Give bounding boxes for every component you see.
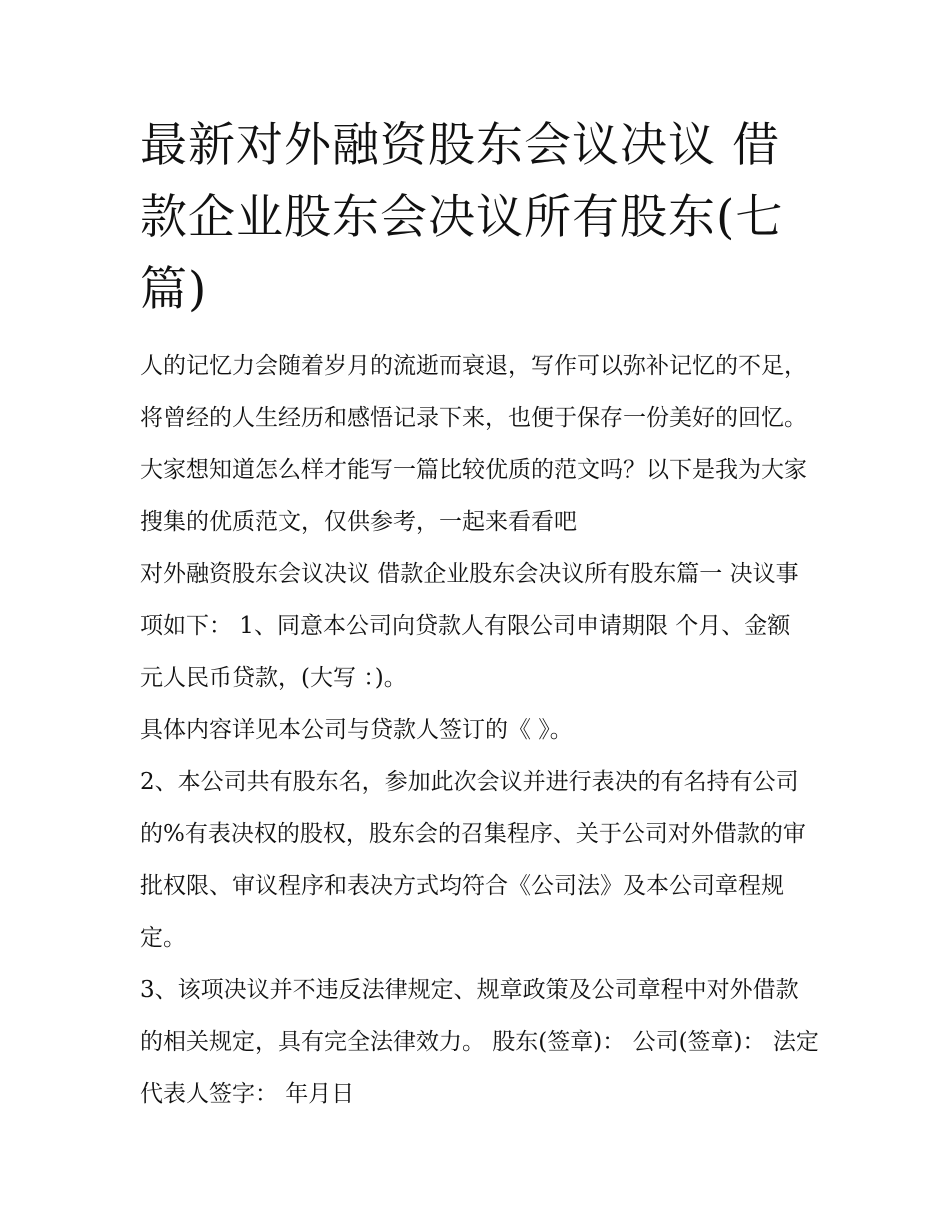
paragraph-resolution-item-3: 3、该项决议并不违反法律规定、规章政策及公司章程中对外借款的相关规定，具有完全法律效力。 股东(签章)： 公司(签章)： 法定代表人签字： 年月日 bbox=[140, 977, 819, 1107]
paragraph-details: 具体内容详见本公司与贷款人签订的《 》。 bbox=[140, 717, 573, 743]
paragraph-resolution-item-2: 2、本公司共有股东名，参加此次会议并进行表决的有名持有公司的%有表决权的股权，股东会的召集程序、关于公司对外借款的审批权限、审议程序和表决方式均符合《公司法》及本公司章程规定。 bbox=[140, 769, 806, 951]
document-page bbox=[140, 110, 820, 1120]
document-title: 最新对外融资股东会议决议 借款企业股东会决议所有股东(七篇) bbox=[140, 118, 784, 317]
paragraph-resolution-item-1: 对外融资股东会议决议 借款企业股东会决议所有股东篇一 决议事项如下： 1、同意本公司向贷款人有限公司申请期限 个月、金额 元人民币贷款，(大写 ：)。 bbox=[140, 561, 799, 691]
document-body bbox=[140, 340, 820, 1120]
paragraph-intro: 人的记忆力会随着岁月的流逝而衰退，写作可以弥补记忆的不足，将曾经的人生经历和感悟记录下来，也便于保存一份美好的回忆。大家想知道怎么样才能写一篇比较优质的范文吗？以下是我为大家搜集的优质范文，仅供参考，一起来看看吧 bbox=[140, 353, 807, 535]
